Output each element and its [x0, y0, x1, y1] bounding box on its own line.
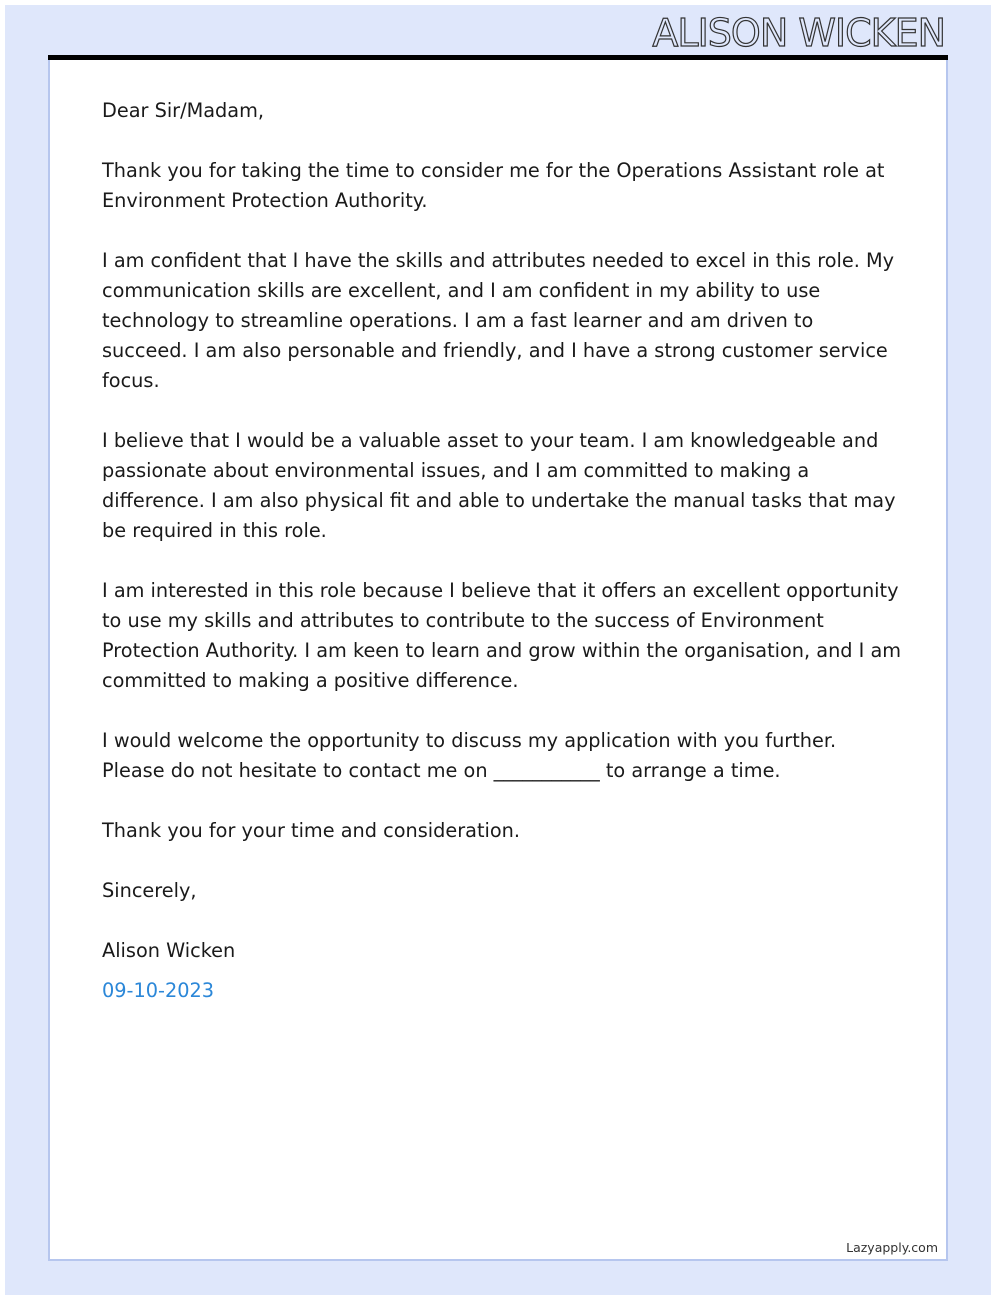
closing: Sincerely,: [102, 879, 197, 902]
letter-paragraph: I would welcome the opportunity to discuss my application with you further. Please do not hesitate to contact me on ___________ to arrange a time.: [102, 729, 837, 782]
footer-source: Lazyapply.com: [846, 1240, 938, 1255]
header-name: ALISON WICKEN: [652, 11, 945, 55]
letter-page: [48, 60, 948, 1261]
letter-date: 09-10-2023: [102, 979, 215, 1002]
letter-paragraph: I am interested in this role because I believe that it offers an excellent opportunity to use my skills and attributes to contribute to the success of Environment Protection Authority. I am keen to learn and grow within the organisation, and I am committed to making a positive difference.: [102, 579, 902, 692]
letter-body: [102, 96, 902, 1036]
salutation: Dear Sir/Madam,: [102, 99, 265, 122]
letter-paragraph: Thank you for taking the time to consider me for the Operations Assistant role at Environment Protection Authority.: [102, 159, 885, 212]
letter-paragraph: Thank you for your time and consideration.: [102, 819, 521, 842]
letter-paragraph: I believe that I would be a valuable asset to your team. I am knowledgeable and passionate about environmental issues, and I am committed to making a difference. I am also physical fit and able to undertake the manual tasks that may be required in this role.: [102, 429, 896, 542]
letter-paragraph: I am confident that I have the skills and attributes needed to excel in this role. My communication skills are excellent, and I am confident in my ability to use technology to streamline operations. I am a fast learner and am driven to succeed. I am also personable and friendly, and I have a strong customer service focus.: [102, 249, 895, 392]
signature-name: Alison Wicken: [102, 939, 236, 962]
